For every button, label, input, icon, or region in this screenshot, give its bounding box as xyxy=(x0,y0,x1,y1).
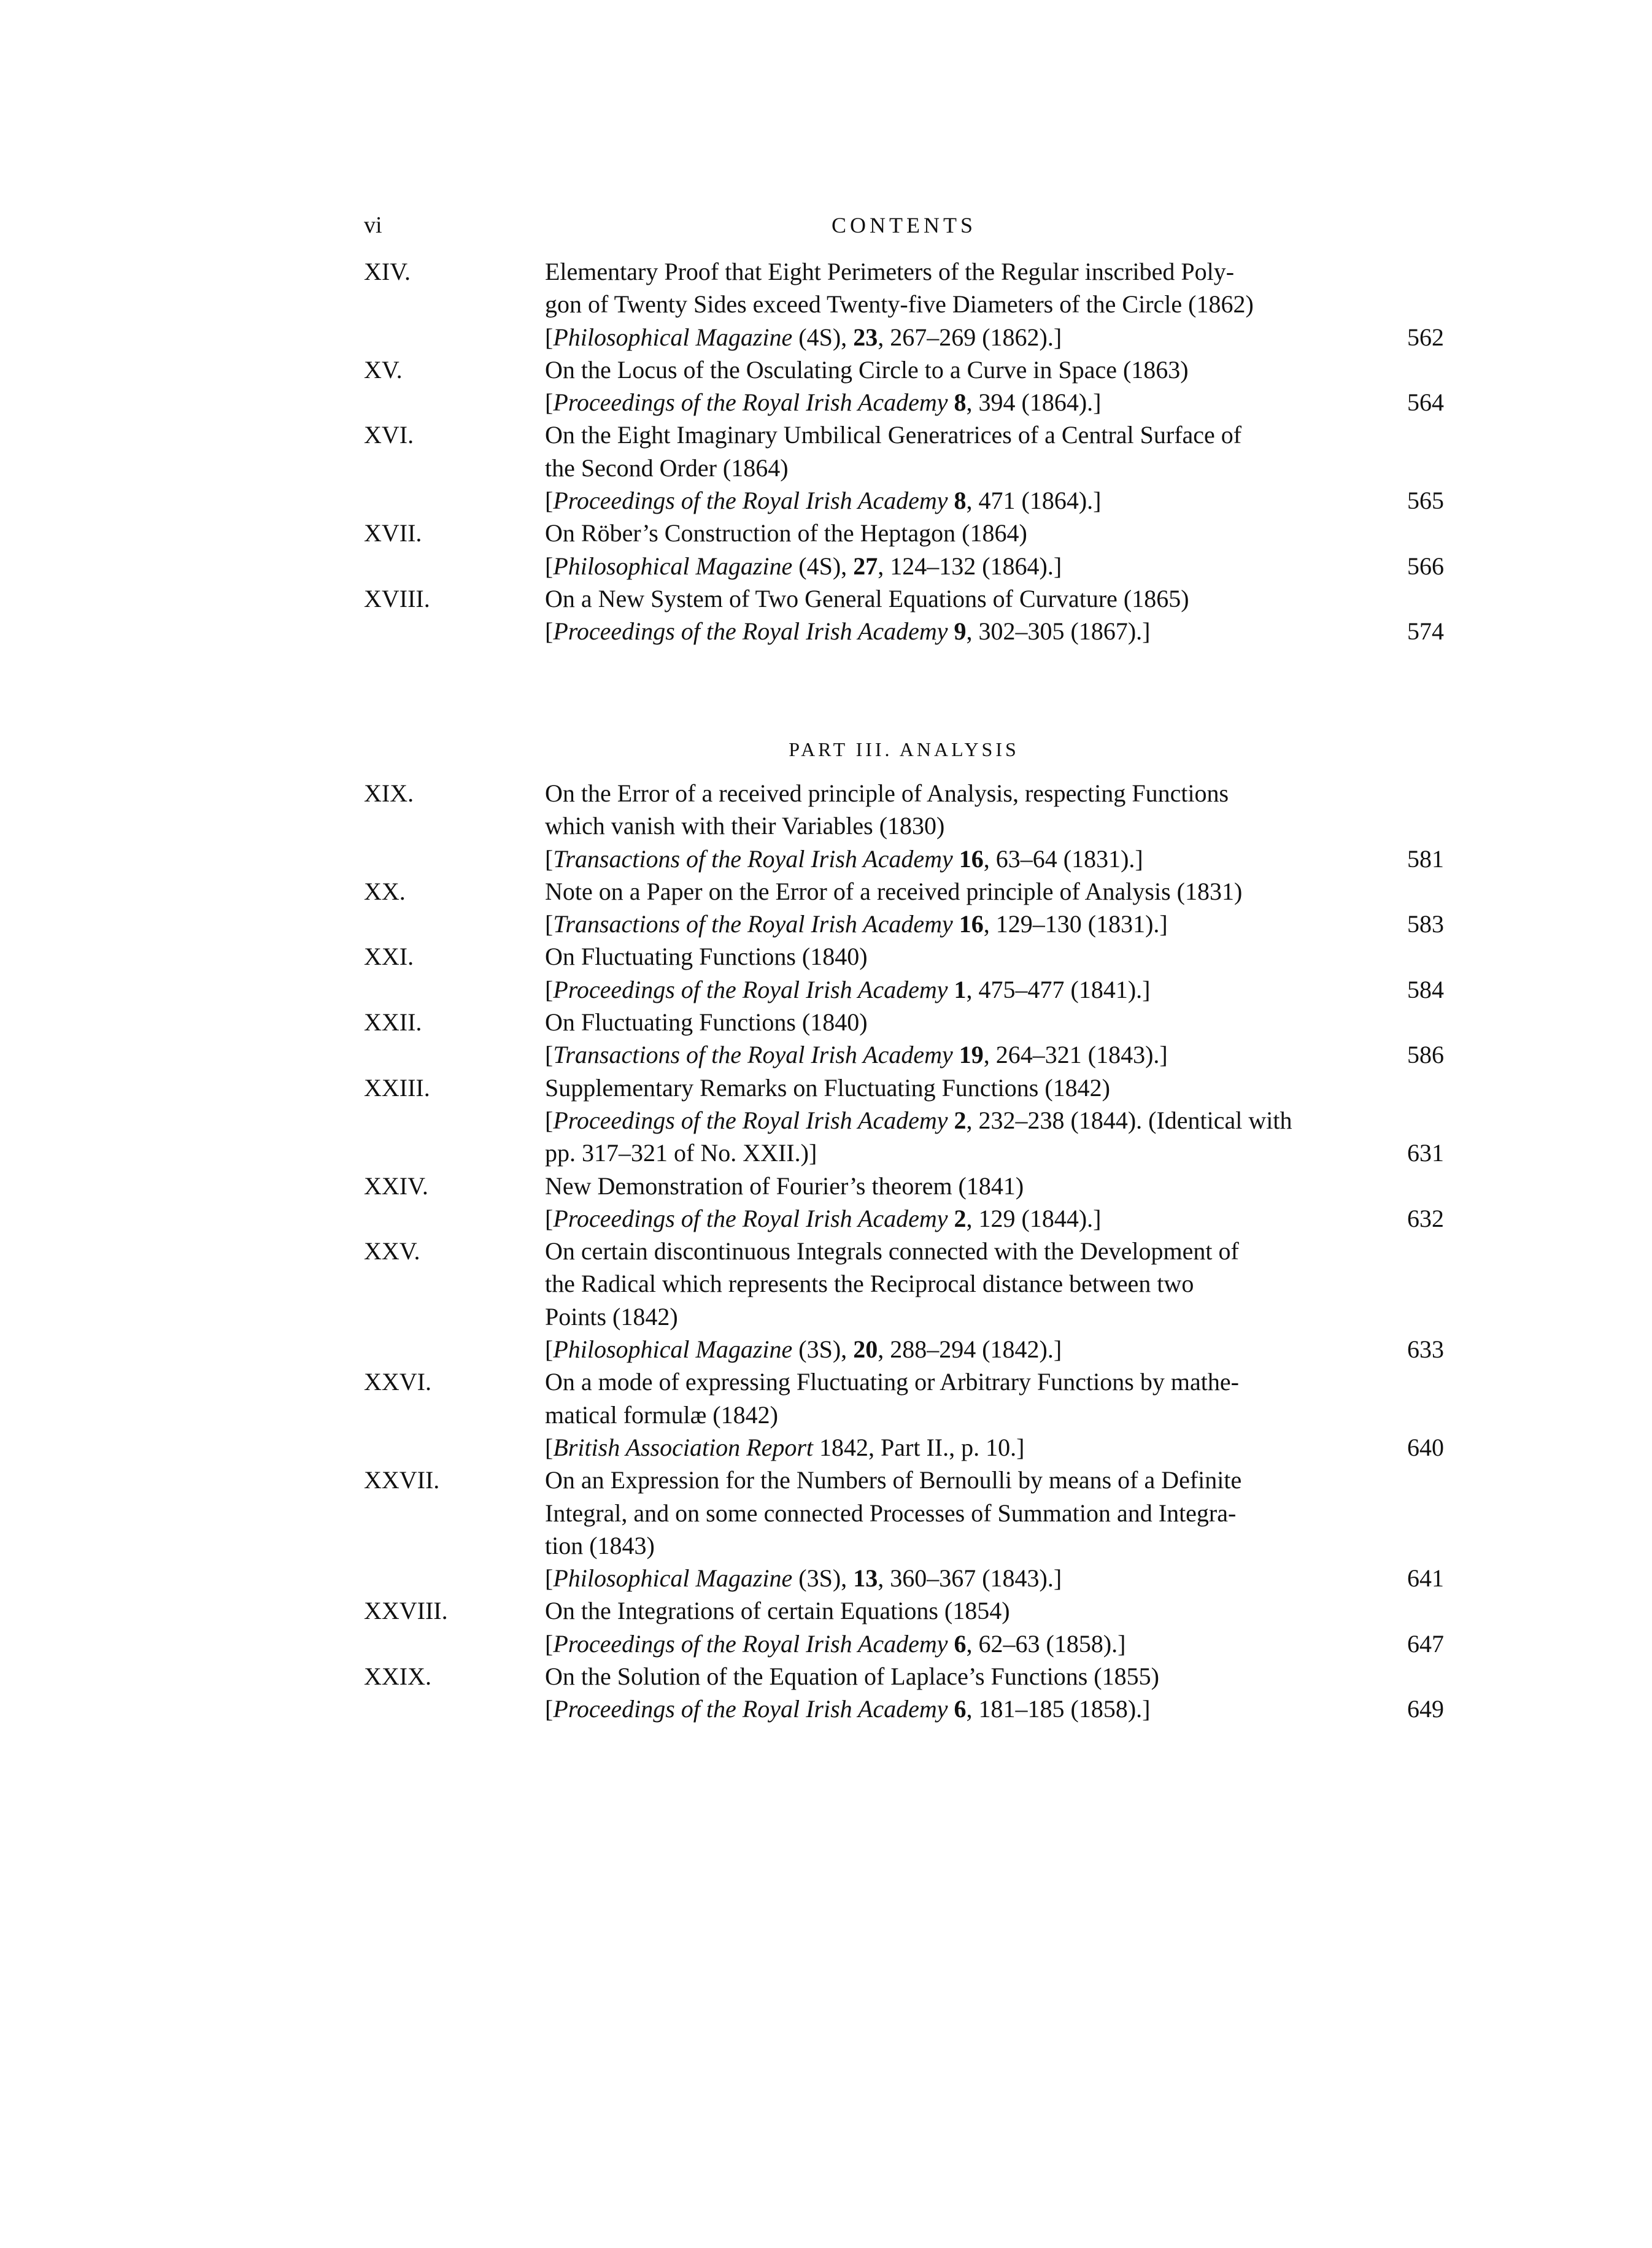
entry-number: XIX. xyxy=(364,779,414,807)
contents-entry xyxy=(364,353,1444,419)
volume-number: 13 xyxy=(853,1564,878,1593)
entry-number: XIV. xyxy=(364,258,411,285)
ref-series xyxy=(948,1695,954,1723)
entry-reference xyxy=(545,1431,1361,1464)
entry-reference xyxy=(545,908,1361,940)
entry-body xyxy=(545,1072,1361,1170)
contents-entry xyxy=(364,777,1444,875)
entry-title-line: New Demonstration of Fourier’s theorem (1841) xyxy=(545,1172,1024,1200)
entry-page-number xyxy=(1361,875,1444,941)
page-number-text: 647 xyxy=(1407,1629,1444,1658)
entry-reference xyxy=(545,484,1361,517)
entry-number: XVII. xyxy=(364,519,422,547)
entry-reference xyxy=(545,1562,1361,1594)
contents-entry xyxy=(364,582,1444,648)
page-number-text: 632 xyxy=(1407,1204,1444,1232)
entry-page-number xyxy=(1361,419,1444,517)
page-number-text: 640 xyxy=(1407,1433,1444,1461)
entry-title-line: tion (1843) xyxy=(545,1531,655,1559)
journal-name: Philosophical Magazine xyxy=(553,552,793,580)
entry-reference xyxy=(545,1333,1361,1365)
ref-pages-year: , 124–132 (1864).] xyxy=(878,552,1062,580)
page-number-text: 581 xyxy=(1407,844,1444,873)
ref-series xyxy=(948,487,954,514)
entry-number: XXV. xyxy=(364,1237,420,1265)
page-number-text: 633 xyxy=(1407,1335,1444,1364)
entry-page-number xyxy=(1361,1006,1444,1072)
ref-bracket: [ xyxy=(545,1433,554,1461)
ref-series xyxy=(948,388,954,416)
entry-reference xyxy=(545,615,1361,647)
journal-name: Proceedings of the Royal Irish Academy xyxy=(553,1106,948,1134)
volume-number: 23 xyxy=(853,323,878,351)
contents-entry xyxy=(364,1365,1444,1464)
ref-bracket: [ xyxy=(545,975,554,1003)
ref-pages-year: , 302–305 (1867).] xyxy=(966,617,1151,646)
journal-name: Proceedings of the Royal Irish Academy xyxy=(553,1204,948,1232)
entry-reference xyxy=(545,1202,1361,1235)
entry-title-line: the Second Order (1864) xyxy=(545,454,789,482)
page-header xyxy=(364,206,1444,244)
ref-pages-year: , 232–238 (1844). (Identical with xyxy=(966,1106,1292,1134)
entry-body xyxy=(545,1365,1361,1464)
ref-pages-year: , 360–367 (1843).] xyxy=(878,1564,1062,1593)
ref-bracket: [ xyxy=(545,844,554,873)
volume-number: 8 xyxy=(954,388,967,417)
page-number-text: 565 xyxy=(1407,487,1444,515)
journal-name: Transactions of the Royal Irish Academy xyxy=(553,844,953,873)
contents-entry xyxy=(364,940,1444,1006)
ref-pages-year: , 63–64 (1831).] xyxy=(983,844,1143,873)
volume-number: 8 xyxy=(954,487,967,515)
volume-number: 20 xyxy=(853,1335,878,1364)
page-number-text: 566 xyxy=(1407,552,1444,580)
entry-title-line: On a mode of expressing Fluctuating or Arbitrary Functions by mathe- xyxy=(545,1368,1239,1396)
contents-entry xyxy=(364,875,1444,941)
volume-number: 9 xyxy=(954,617,967,646)
entry-number: XV. xyxy=(364,355,403,384)
volume-number: 2 xyxy=(954,1204,967,1232)
entry-reference xyxy=(545,973,1361,1006)
entry-title-line: Integral, and on some connected Processes of Summation and Integra- xyxy=(545,1499,1237,1527)
ref-series xyxy=(948,1107,954,1134)
contents-list-part3 xyxy=(364,777,1444,1726)
entry-page-number xyxy=(1361,1170,1444,1235)
journal-name: Proceedings of the Royal Irish Academy xyxy=(553,1629,948,1658)
journal-name: Proceedings of the Royal Irish Academy xyxy=(553,617,948,646)
entry-body xyxy=(545,1464,1361,1594)
entry-title-line: Supplementary Remarks on Fluctuating Functions (1842) xyxy=(545,1073,1110,1102)
entry-body xyxy=(545,1235,1361,1365)
entry-title-line: On the Error of a received principle of Analysis, respecting Functions xyxy=(545,779,1229,807)
entry-title-line: On the Integrations of certain Equations (1854) xyxy=(545,1597,1010,1625)
volume-number: 1 xyxy=(954,975,967,1003)
page-number-text: 641 xyxy=(1407,1564,1444,1593)
journal-name: Philosophical Magazine xyxy=(553,1564,793,1593)
ref-series: pp. 317–321 of No. XXII.)] xyxy=(545,1139,817,1167)
journal-name: Transactions of the Royal Irish Academy xyxy=(553,1041,953,1069)
page-number-text: 631 xyxy=(1407,1139,1444,1167)
entry-number: XXVI. xyxy=(364,1368,431,1396)
volume-number: 6 xyxy=(954,1695,967,1723)
entry-number: XXIII. xyxy=(364,1073,430,1102)
entry-body xyxy=(545,419,1361,517)
volume-number: 6 xyxy=(954,1629,967,1658)
entry-number: XXII. xyxy=(364,1008,422,1037)
entry-body xyxy=(545,517,1361,582)
entry-reference xyxy=(545,1104,1361,1137)
volume-number: 16 xyxy=(959,910,984,938)
contents-list-part2 xyxy=(364,255,1444,648)
contents-entry xyxy=(364,1235,1444,1365)
entry-page-number xyxy=(1361,1365,1444,1464)
page-folio: vi xyxy=(364,212,382,238)
entry-title-line: On the Locus of the Osculating Circle to a Curve in Space (1863) xyxy=(545,355,1189,384)
ref-bracket: [ xyxy=(545,1106,554,1134)
contents-entry xyxy=(364,1170,1444,1235)
ref-bracket: [ xyxy=(545,1695,554,1723)
entry-title-line: Note on a Paper on the Error of a received principle of Analysis (1831) xyxy=(545,877,1243,905)
ref-bracket: [ xyxy=(545,388,554,417)
ref-pages-year: , 129 (1844).] xyxy=(966,1204,1102,1232)
entry-title-line: On an Expression for the Numbers of Bernoulli by means of a Definite xyxy=(545,1466,1242,1494)
contents-entry xyxy=(364,419,1444,517)
entry-body xyxy=(545,353,1361,419)
entry-reference xyxy=(545,386,1361,419)
entry-body xyxy=(545,1006,1361,1072)
entry-body xyxy=(545,1170,1361,1235)
page-number-text: 562 xyxy=(1407,323,1444,351)
entry-title-line: On Röber’s Construction of the Heptagon (1864) xyxy=(545,519,1027,547)
entry-number: XXI. xyxy=(364,943,414,971)
entry-number: XXVII. xyxy=(364,1466,440,1494)
ref-series: (4S), xyxy=(792,323,854,351)
entry-reference xyxy=(545,1038,1361,1071)
journal-name: Proceedings of the Royal Irish Academy xyxy=(553,388,948,417)
entry-title-line: On Fluctuating Functions (1840) xyxy=(545,1008,868,1037)
contents-entry xyxy=(364,1660,1444,1726)
entry-number: XXIV. xyxy=(364,1172,428,1200)
entry-page-number xyxy=(1361,777,1444,875)
entry-title-line: Elementary Proof that Eight Perimeters of the Regular inscribed Poly- xyxy=(545,258,1235,285)
ref-pages-year: , 475–477 (1841).] xyxy=(966,975,1151,1003)
ref-series xyxy=(948,1205,954,1232)
ref-series: (3S), xyxy=(792,1335,854,1364)
ref-series xyxy=(948,1630,954,1658)
entry-title-line: the Radical which represents the Reciprocal distance between two xyxy=(545,1270,1194,1298)
ref-bracket: [ xyxy=(545,552,554,580)
running-head: CONTENTS xyxy=(832,213,976,238)
entry-title-line: On a New System of Two General Equations of Curvature (1865) xyxy=(545,584,1189,612)
entry-number: XVI. xyxy=(364,421,414,449)
ref-pages-year: , 129–130 (1831).] xyxy=(983,910,1168,938)
entry-reference xyxy=(545,550,1361,582)
entry-body xyxy=(545,940,1361,1006)
entry-number: XXIX. xyxy=(364,1663,431,1691)
entry-body xyxy=(545,1594,1361,1660)
volume-number: 27 xyxy=(853,552,878,580)
entry-body xyxy=(545,1660,1361,1726)
journal-name: Proceedings of the Royal Irish Academy xyxy=(553,1695,948,1723)
ref-pages-year: , 288–294 (1842).] xyxy=(878,1335,1062,1364)
entry-number: XX. xyxy=(364,877,406,905)
entry-page-number xyxy=(1361,582,1444,648)
ref-bracket: [ xyxy=(545,617,554,646)
journal-name: British Association Report xyxy=(553,1433,814,1461)
contents-entry xyxy=(364,1072,1444,1170)
journal-name: Philosophical Magazine xyxy=(553,1335,793,1364)
entry-title-line: matical formulæ (1842) xyxy=(545,1400,778,1429)
entry-body xyxy=(545,777,1361,875)
ref-bracket: [ xyxy=(545,323,554,351)
entry-reference xyxy=(545,1693,1361,1725)
ref-series: 1842, Part II., p. 10.] xyxy=(813,1433,1025,1461)
contents-entry xyxy=(364,1464,1444,1594)
volume-number: 2 xyxy=(954,1106,967,1134)
journal-name: Philosophical Magazine xyxy=(553,323,793,351)
ref-pages-year: , 471 (1864).] xyxy=(966,487,1102,515)
page-number-text: 586 xyxy=(1407,1041,1444,1069)
ref-pages-year: , 62–63 (1858).] xyxy=(966,1629,1126,1658)
contents-entry xyxy=(364,1594,1444,1660)
entry-body xyxy=(545,875,1361,941)
volume-number: 19 xyxy=(959,1041,984,1069)
ref-bracket: [ xyxy=(545,910,554,938)
ref-series: (4S), xyxy=(792,552,854,580)
ref-series xyxy=(953,845,959,873)
ref-pages-year: , 394 (1864).] xyxy=(966,388,1102,417)
entry-page-number xyxy=(1361,255,1444,353)
ref-series xyxy=(953,1041,959,1068)
entry-title-line: On the Solution of the Equation of Laplace’s Functions (1855) xyxy=(545,1663,1159,1691)
volume-number: 16 xyxy=(959,844,984,873)
entry-title-line: which vanish with their Variables (1830) xyxy=(545,812,945,840)
ref-pages-year: , 267–269 (1862).] xyxy=(878,323,1062,351)
entry-page-number xyxy=(1361,1594,1444,1660)
entry-number: XVIII. xyxy=(364,584,430,612)
ref-bracket: [ xyxy=(545,1629,554,1658)
journal-name: Transactions of the Royal Irish Academy xyxy=(553,910,953,938)
ref-series xyxy=(948,976,954,1003)
page-number-text: 584 xyxy=(1407,975,1444,1003)
entry-reference xyxy=(545,843,1361,875)
page-number-text: 583 xyxy=(1407,910,1444,938)
entry-page-number xyxy=(1361,1464,1444,1594)
ref-bracket: [ xyxy=(545,1204,554,1232)
entry-reference xyxy=(545,1137,1361,1169)
entry-page-number xyxy=(1361,517,1444,582)
ref-bracket: [ xyxy=(545,1041,554,1069)
entry-title-line: Points (1842) xyxy=(545,1302,678,1331)
contents-entry xyxy=(364,517,1444,582)
page-number-text: 564 xyxy=(1407,388,1444,417)
entry-reference xyxy=(545,1628,1361,1660)
journal-name: Proceedings of the Royal Irish Academy xyxy=(553,975,948,1003)
contents-entry xyxy=(364,255,1444,353)
ref-bracket: [ xyxy=(545,1564,554,1593)
entry-page-number xyxy=(1361,353,1444,419)
ref-pages-year: , 264–321 (1843).] xyxy=(983,1041,1168,1069)
entry-title-line: gon of Twenty Sides exceed Twenty-five Diameters of the Circle (1862) xyxy=(545,290,1254,319)
page-number-text: 649 xyxy=(1407,1695,1444,1723)
ref-pages-year: , 181–185 (1858).] xyxy=(966,1695,1151,1723)
entry-reference xyxy=(545,321,1361,353)
entry-page-number xyxy=(1361,1235,1444,1365)
entry-page-number xyxy=(1361,1660,1444,1726)
contents-entry xyxy=(364,1006,1444,1072)
entry-body xyxy=(545,255,1361,353)
entry-title-line: On the Eight Imaginary Umbilical Generatrices of a Central Surface of xyxy=(545,421,1242,449)
entry-number: XXVIII. xyxy=(364,1597,448,1625)
entry-title-line: On Fluctuating Functions (1840) xyxy=(545,943,868,971)
entry-title-line: On certain discontinuous Integrals connected with the Development of xyxy=(545,1237,1239,1265)
page-number-text: 574 xyxy=(1407,617,1444,646)
ref-bracket: [ xyxy=(545,1335,554,1364)
ref-series xyxy=(953,910,959,938)
part-heading: PART III. ANALYSIS xyxy=(789,738,1019,760)
ref-bracket: [ xyxy=(545,487,554,515)
entry-page-number xyxy=(1361,940,1444,1006)
entry-body xyxy=(545,582,1361,648)
ref-series: (3S), xyxy=(792,1564,854,1593)
ref-series xyxy=(948,617,954,645)
journal-name: Proceedings of the Royal Irish Academy xyxy=(553,487,948,515)
entry-page-number xyxy=(1361,1072,1444,1170)
